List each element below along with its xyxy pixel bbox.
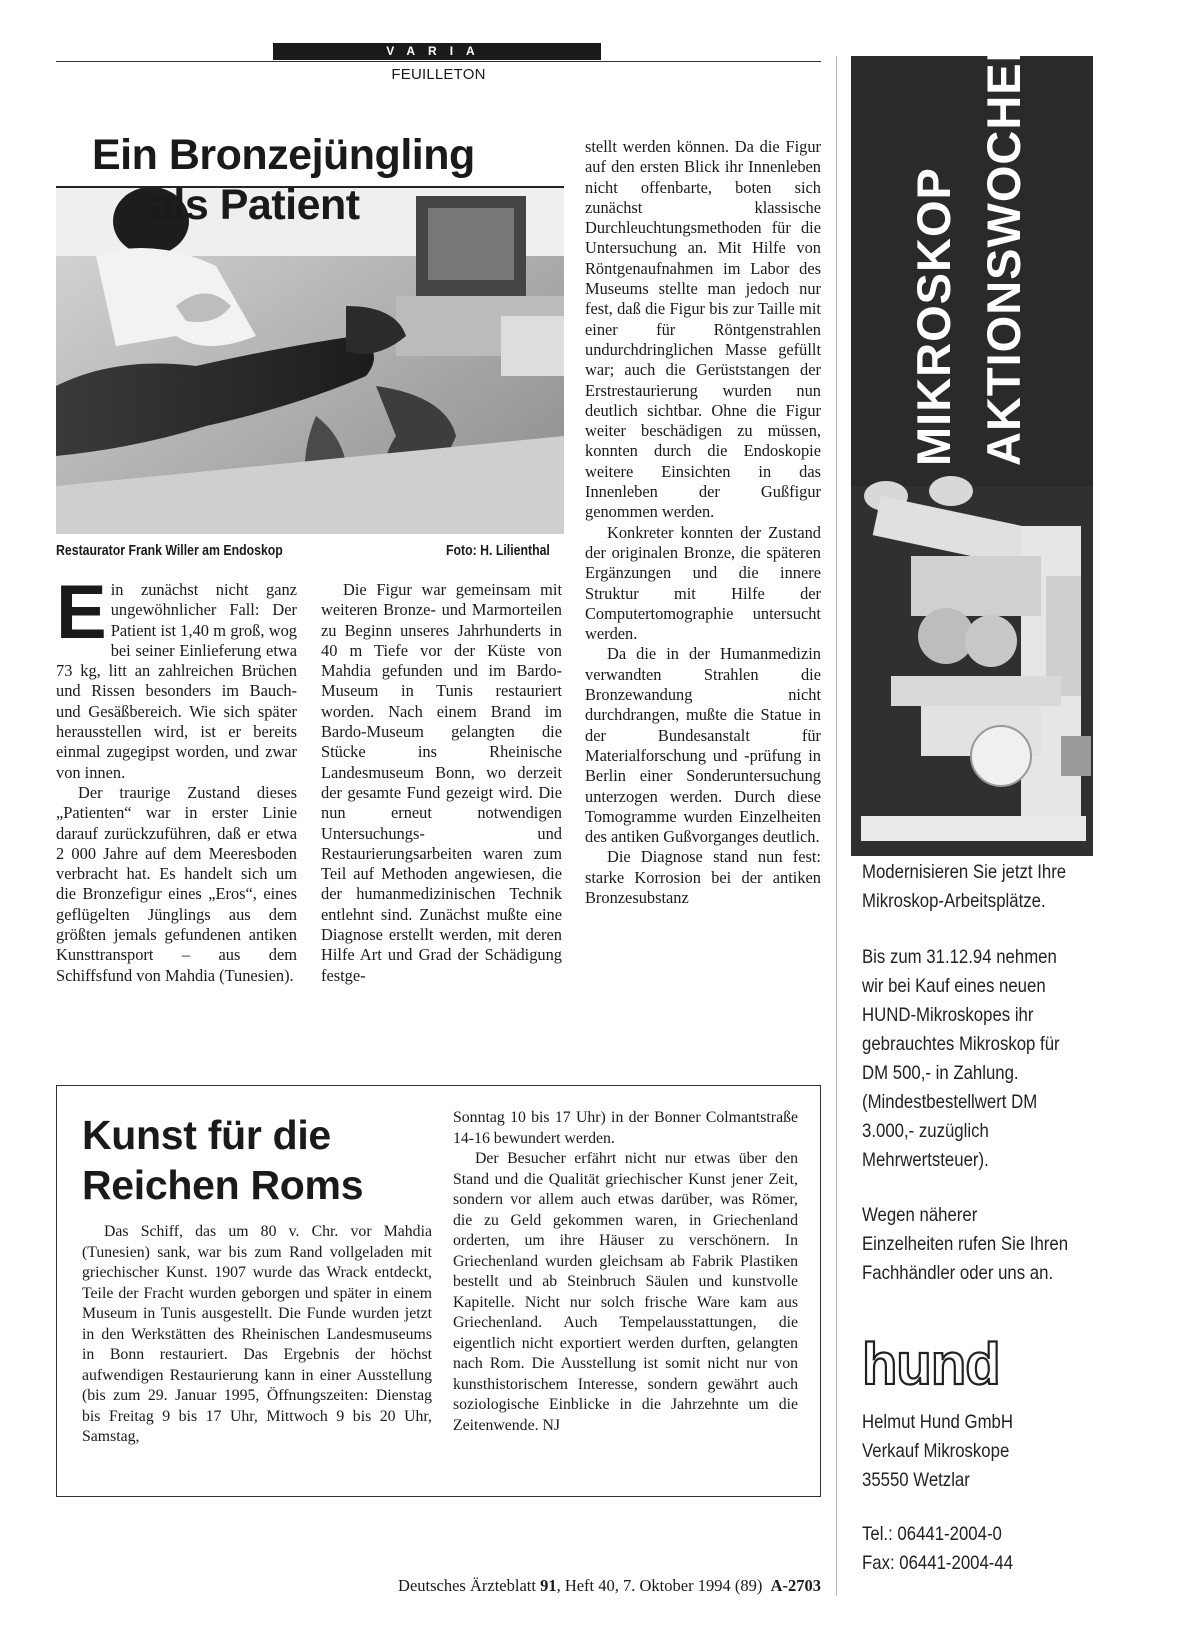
ad-text-line: wir bei Kauf eines neuen [862, 975, 1046, 997]
paragraph: Das Schiff, das um 80 v. Chr. vor Mahdia (Tunesien) sank, war bis zum Rand vollgeladen mit griechischer Kunst. 1907 wurde das Wrack entdeckt, Teile der Fracht wurden geborgen und später in einem Museum in Tunis ausgestellt. Die Funde wurden jetzt in den Werkstätten des Rheinischen Landesmuseums in Bonn restauriert. Das Ergebnis der höchst aufwendigen Restaurierung kann in einer Ausstellung (bis zum 29. Januar 1995, Öffnungszeiten: Dienstag bis Freitag 9 bis 17 Uhr, Mittwoch 9 bis 20 Uhr, Samstag, [82, 1223, 432, 1445]
ad-text-line: Helmut Hund GmbH [862, 1411, 1013, 1433]
photo-caption: Restaurator Frank Willer am Endoskop [56, 542, 283, 559]
ad-title-line-2: AKTIONSWOCHEN [977, 27, 1030, 466]
ad-phone: Tel.: 06441-2004-0 [862, 1523, 1002, 1545]
ad-text-line: Wegen näherer [862, 1204, 978, 1226]
ad-fax: Fax: 06441-2004-44 [862, 1552, 1014, 1574]
article-headline [92, 130, 475, 230]
ad-text-line: HUND-Mikroskopes ihr [862, 1004, 1034, 1026]
ad-text-line: Modernisieren Sie jetzt Ihre [862, 861, 1067, 883]
boxed-article-headline [82, 1110, 363, 1210]
article-column-2 [321, 580, 562, 986]
page-footer [56, 1576, 821, 1596]
ad-text-line: 3.000,- zuzüglich [862, 1120, 989, 1142]
section-bar: VARIA [273, 43, 601, 60]
ad-text-line: Mehrwertsteuer). [862, 1149, 989, 1171]
ad-text-line: Verkauf Mikroskope [862, 1440, 1010, 1462]
ad-offer [862, 943, 1060, 1175]
photo-credit: Foto: H. Lilienthal [446, 542, 550, 559]
paragraph: Die Diagnose stand nun fest: starke Korrosion bei der antiken Bronzesubstanz [585, 847, 821, 907]
page-number: A-2703 [770, 1576, 821, 1595]
ad-text-line: DM 500,- in Zahlung. [862, 1062, 1019, 1084]
drop-cap: E [56, 570, 107, 655]
ad-text-line: Bis zum 31.12.94 nehmen [862, 946, 1057, 968]
paragraph: Da die in der Humanmedizin verwandten Strahlen die Bronzewandung nicht durchdrangen, mußte die Statue in der Bundesanstalt für Materialforschung und -prüfung in Berlin einer Sonderuntersuchung unterzogen werden. Durch diese Tomogramme wurden Einzelheiten des antiken Gußvorganges deutlich. [585, 644, 821, 847]
ad-title [851, 27, 1093, 486]
paragraph: Die Figur war gemeinsam mit weiteren Bronze- und Marmorteilen zu Beginn unseres Jahrhunderts in 40 m Tiefe vor der Küste von Mahdia gefunden und im Bardo-Museum in Tunis restauriert worden. Nach einem Brand im Bardo-Museum gelangten die Stücke ins Rheinische Landesmuseum Bonn, wo derzeit der gesamte Fund gezeigt wird. Die nun erneut notwendigen Untersuchungs- und Restaurierungsarbeiten waren zum Teil auf Methoden angewiesen, die der humanmedizinischen Technik entlehnt sind. Zunächst mußte eine Diagnose erstellt werden, mit deren Hilfe Art und Grad der Schädigung festge- [321, 580, 562, 985]
paragraph [56, 570, 297, 783]
section-label: FEUILLETON [391, 66, 486, 83]
paragraph-text: in zunächst nicht ganz ungewöhnlicher Fall: Der Patient ist 1,40 m groß, wog bei seiner Einlieferung etwa 73 kg, litt an zahlreichen Brüchen und Rissen besonders im Bauch- und Gesäßbereich. Wie sich später herausstellen wird, ist er bereits einmal zugegipst worden, und zwar von innen. [56, 580, 297, 782]
journal-name: Deutsches Ärzteblatt [398, 1576, 536, 1595]
ad-company-address [862, 1408, 1013, 1495]
issue-date: , Heft 40, 7. Oktober 1994 (89) [556, 1576, 763, 1595]
paragraph: Konkreter konnten der Zustand der originalen Bronze, die späteren Ergänzungen und die innere Struktur mit Hilfe der Computertomographie untersucht werden. [585, 522, 821, 644]
header-rule [56, 61, 821, 62]
hund-logo: hund [862, 1332, 1000, 1397]
ad-text-line: Mikroskop-Arbeitsplätze. [862, 890, 1046, 912]
article-photo [56, 186, 564, 534]
headline-line-2: Reichen Roms [82, 1162, 364, 1208]
ad-phone-fax [862, 1520, 1013, 1578]
ad-intro [862, 858, 1066, 916]
ad-contact-note [862, 1201, 1068, 1288]
paragraph: Der Besucher erfährt nicht nur etwas über den Stand und die Qualität griechischer Kunst jener Zeit, sondern vor allem auch etwas darüber, was Römer, die zu Geld gekommen waren, in Griechenland orderten, um ihre Häuser zu verschönern. In Griechenland wurden gleichsam ab Fabrik Plastiken bestellt und ab Steinbruch Säulen und kunstvolle Kapitelle. Nicht nur solch frische Ware kam aus Griechenland. Auch Tempelausstattungen, die eigentlich nicht exportiert werden durften, gelangten nach Rom. Die Ausstellung ist somit nicht nur von kunsthistorischem Interesse, sondern gewährt auch soziologische Einblicke in die Jahrzehnte um die Zeitenwende. NJ [453, 1150, 798, 1434]
paragraph: Der traurige Zustand dieses „Patienten“ war in erster Linie darauf zurückzuführen, daß er etwa 2 000 Jahre auf dem Meeresboden verbracht hat. Es handelt sich um die Bronzefigur eines „Eros“, eines geflügelten Jünglings aus dem größten jemals gefundenen antiken Kunsttransport – aus dem Schiffsfund von Mahdia (Tunesien). [56, 782, 297, 985]
headline-line-2: als Patient [150, 181, 360, 229]
ad-text-line: Fachhändler oder uns an. [862, 1262, 1054, 1284]
ad-title-line-1: MIKROSKOP [907, 167, 960, 466]
paragraph: Sonntag 10 bis 17 Uhr) in der Bonner Colmantstraße 14-16 bewundert werden. [453, 1109, 798, 1147]
boxed-article-column-2 [453, 1108, 798, 1436]
article-column-3 [585, 137, 821, 908]
paragraph: stellt werden können. Da die Figur auf den ersten Blick ihr Innenleben nicht offenbarte, boten sich zunächst klassische Durchleuchtungsmethoden für die Untersuchung an. Mit Hilfe von Röntgenaufnahmen im Labor des Museums stellte man jedoch nur fest, daß die Figur bis zur Taille mit einer für Röntgenstrahlen undurchdringlichen Masse gefüllt war; auch die Gerüststangen der Erstrestaurierung wurden nun deutlich sichtbar. Ohne die Figur weiter beschädigen zu müssen, konnten durch die Endoskopie weitere Einsichten in das Innenleben der Gußfigur genommen werden. [585, 137, 821, 522]
ad-text-line: (Mindestbestellwert DM [862, 1091, 1038, 1113]
ad-text-line: 35550 Wetzlar [862, 1469, 970, 1491]
journal-volume: 91 [540, 1576, 557, 1595]
ad-divider [836, 56, 837, 1596]
headline-line-1: Kunst für die [82, 1112, 331, 1158]
article-column-1 [56, 570, 297, 986]
ad-text-line: gebrauchtes Mikroskop für [862, 1033, 1060, 1055]
boxed-article-column-1 [82, 1222, 432, 1448]
ad-text-line: Einzelheiten rufen Sie Ihren [862, 1233, 1069, 1255]
headline-line-1: Ein Bronzejüngling [92, 131, 475, 179]
